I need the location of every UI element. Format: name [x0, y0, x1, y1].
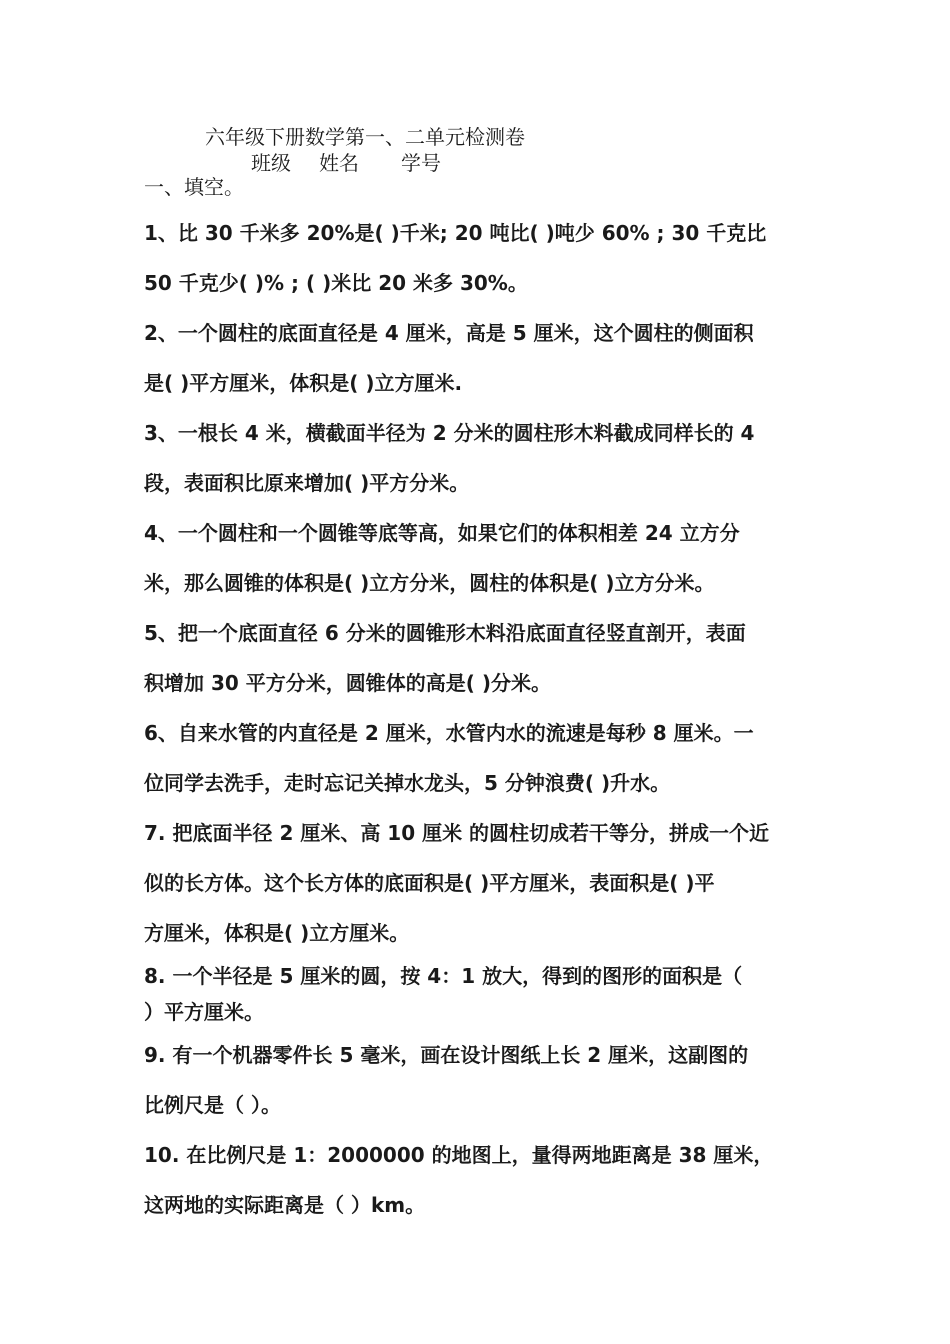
question-line: 2、一个圆柱的底面直径是 4 厘米，高是 5 厘米，这个圆柱的侧面积: [144, 321, 754, 345]
question-9: [144, 1030, 810, 1130]
question-line: 米，那么圆锥的体积是( )立方分米，圆柱的体积是( )立方分米。: [144, 571, 715, 595]
question-line: 10. 在比例尺是 1：2000000 的地图上，量得两地距离是 38 厘米，: [144, 1143, 774, 1167]
question-line: 方厘米，体积是( )立方厘米。: [144, 921, 410, 945]
question-line: 4、一个圆柱和一个圆锥等底等高，如果它们的体积相差 24 立方分: [144, 521, 740, 545]
question-line: 3、一根长 4 米，横截面半径为 2 分米的圆柱形木料截成同样长的 4: [144, 421, 755, 445]
question-line: 50 千克少( )% ; ( )米比 20 米多 30%。: [144, 271, 528, 295]
question-line: 6、自来水管的内直径是 2 厘米，水管内水的流速是每秒 8 厘米。一: [144, 721, 754, 745]
question-2: [144, 308, 810, 408]
student-info-line: [251, 150, 441, 176]
question-8: [144, 958, 810, 1030]
question-line: 5、把一个底面直径 6 分米的圆锥形木料沿底面直径竖直剖开，表面: [144, 621, 746, 645]
question-7: [144, 808, 810, 958]
question-line: 段，表面积比原来增加( )平方分米。: [144, 471, 470, 495]
question-line: 似的长方体。这个长方体的底面积是( )平方厘米，表面积是( )平: [144, 871, 715, 895]
question-4: [144, 508, 810, 608]
question-line: 8. 一个半径是 5 厘米的圆，按 4：1 放大，得到的图形的面积是（: [144, 964, 743, 988]
student-number-field-label: 学号: [401, 151, 441, 175]
question-10: [144, 1130, 810, 1230]
question-6: [144, 708, 810, 808]
question-line: 7. 把底面半径 2 厘米、高 10 厘米 的圆柱切成若干等分，拼成一个近: [144, 821, 770, 845]
question-line: 是( )平方厘米，体积是( )立方厘米.: [144, 371, 463, 395]
question-line: 这两地的实际距离是（ ）km。: [144, 1193, 426, 1217]
question-3: [144, 408, 810, 508]
class-field-label: 班级: [251, 151, 291, 175]
question-line: 积增加 30 平方分米，圆锥体的高是( )分米。: [144, 671, 552, 695]
question-line: ）平方厘米。: [144, 1000, 264, 1024]
question-line: 9. 有一个机器零件长 5 毫米，画在设计图纸上长 2 厘米，这副图的: [144, 1043, 749, 1067]
question-5: [144, 608, 810, 708]
question-line: 1、比 30 千米多 20%是( )千米; 20 吨比( )吨少 60% ; 30 千克比: [144, 221, 767, 245]
question-line: 位同学去洗手，走时忘记关掉水龙头，5 分钟浪费( )升水。: [144, 771, 671, 795]
question-1: [144, 208, 810, 308]
name-field-label: 姓名: [319, 151, 359, 175]
document-title: 六年级下册数学第一、二单元检测卷: [205, 125, 525, 149]
section-heading: 一、填空。: [144, 175, 244, 199]
question-line: 比例尺是（ ）。: [144, 1093, 281, 1117]
